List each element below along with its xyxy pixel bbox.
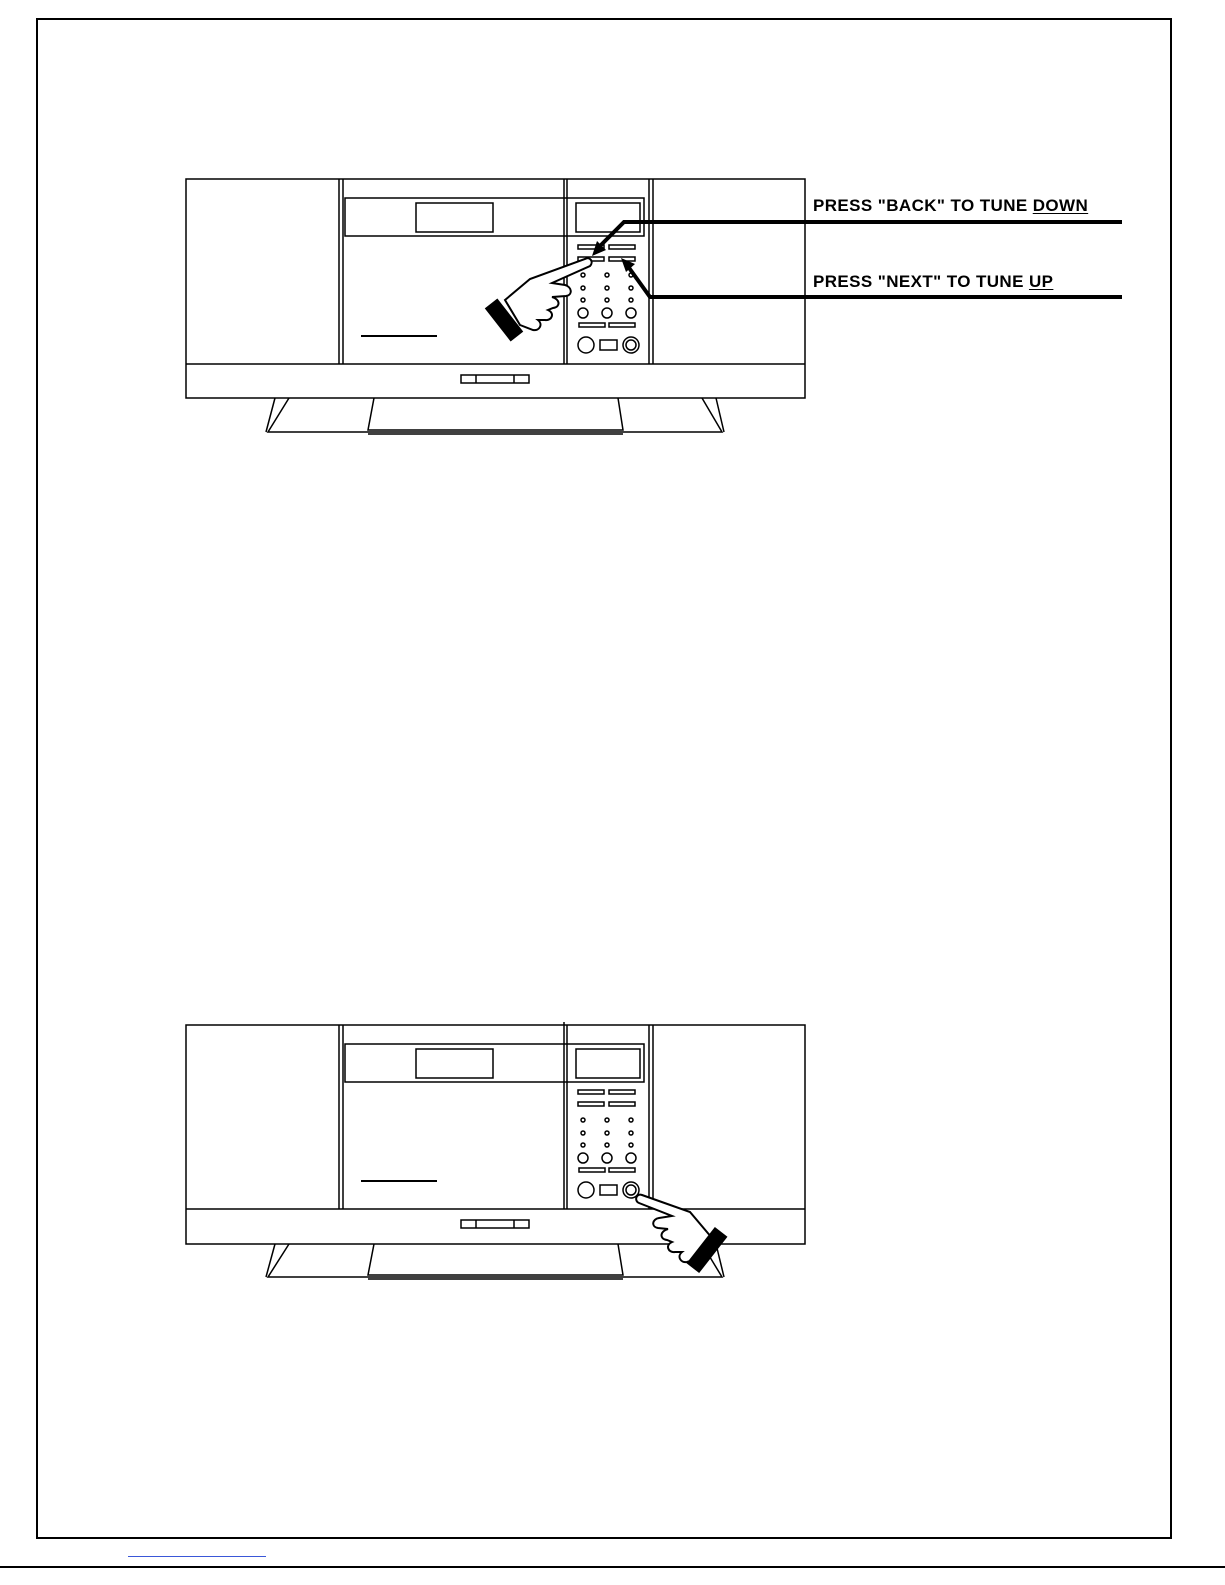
tune-up-label-emphasis: UP bbox=[1028, 272, 1054, 291]
tune-down-label bbox=[813, 196, 1088, 216]
bottom-rule bbox=[0, 1566, 1225, 1568]
stereo-diagram-bottom bbox=[0, 1010, 1225, 1310]
tune-down-label-prefix: PRESS "BACK" TO TUNE bbox=[813, 196, 1033, 215]
stereo-diagram-top bbox=[0, 0, 1225, 460]
tune-down-label-emphasis: DOWN bbox=[1032, 196, 1089, 215]
pointing-hand-icon bbox=[486, 258, 591, 340]
bottom-link-rule bbox=[128, 1556, 266, 1557]
tune-up-label bbox=[813, 272, 1053, 292]
tune-up-label-prefix: PRESS "NEXT" TO TUNE bbox=[813, 272, 1029, 291]
